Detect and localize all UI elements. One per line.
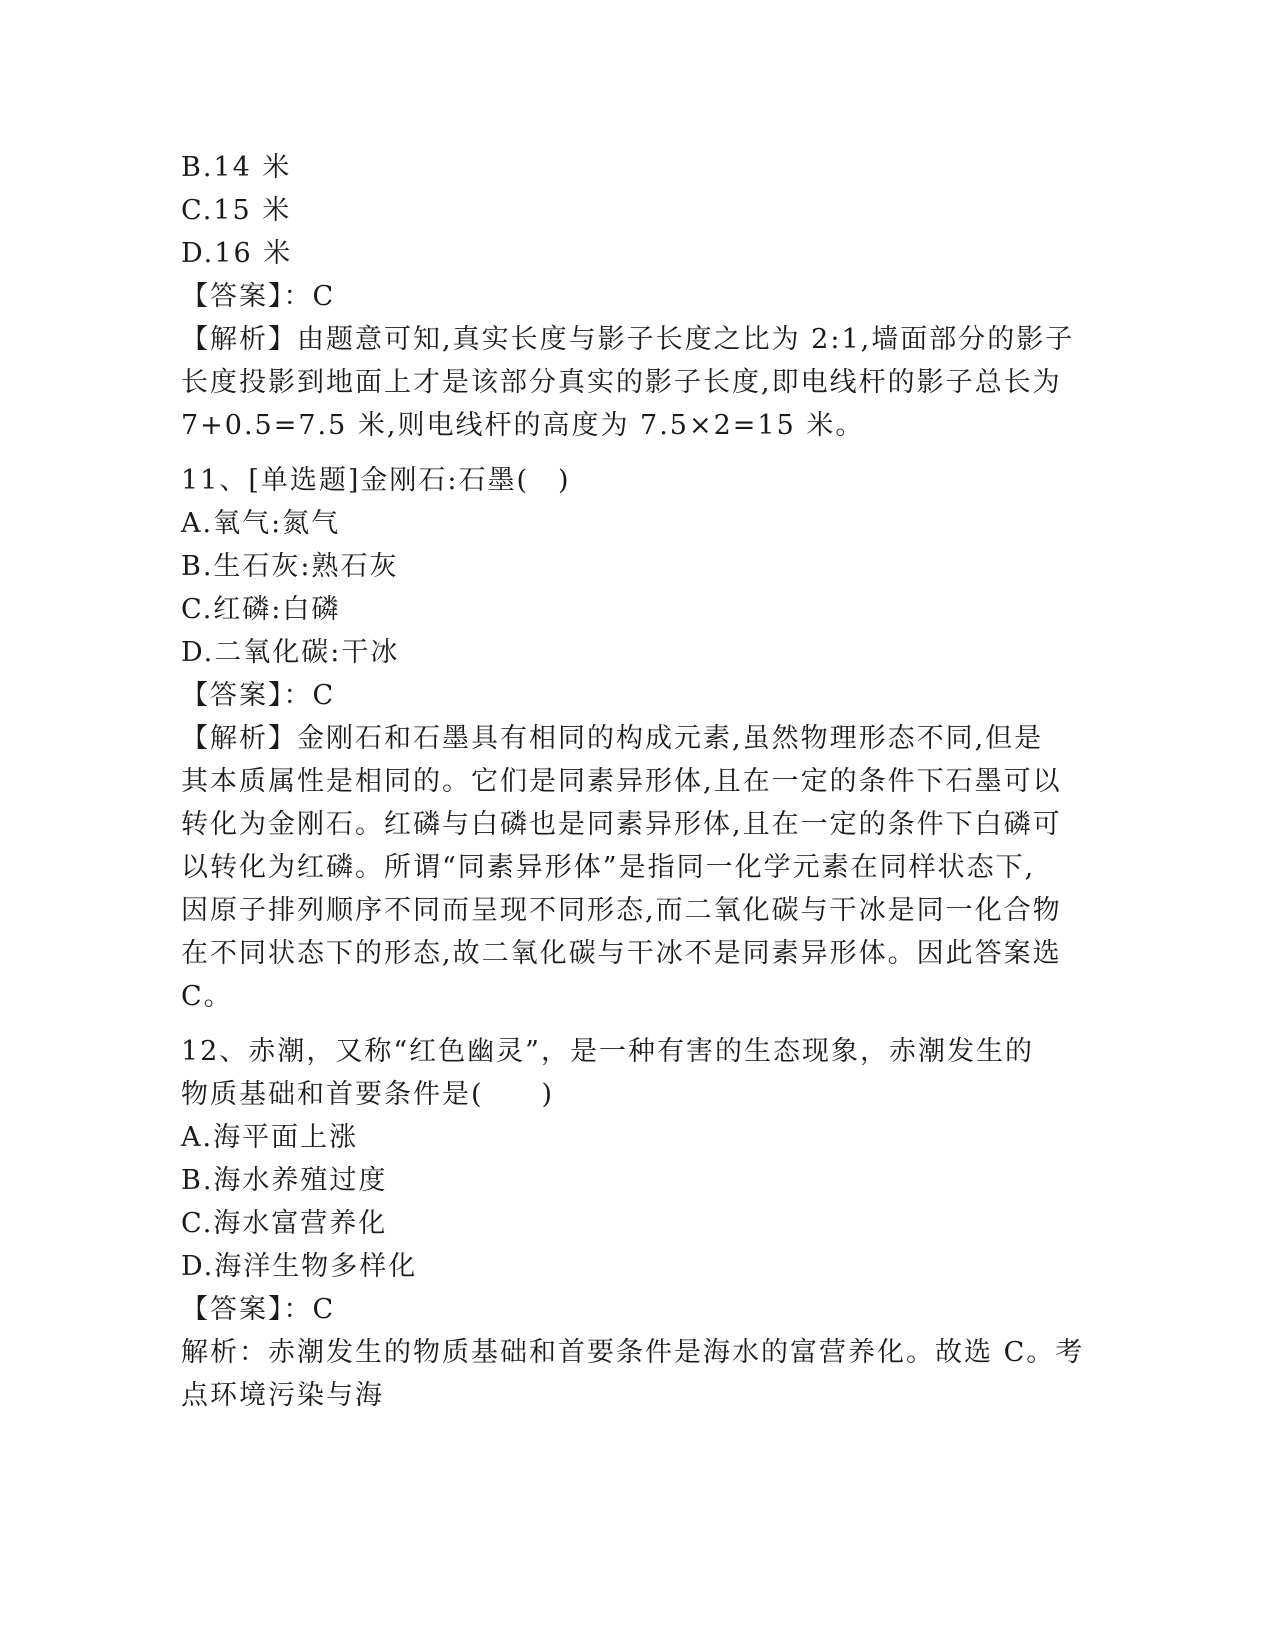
option-c: C.15 米	[181, 195, 292, 226]
analysis-line: 以转化为红磷。所谓“同素异形体”是指同一化学元素在同样状态下,	[181, 852, 1036, 883]
question-11	[181, 459, 1081, 1018]
analysis-line: 【解析】由题意可知,真实长度与影子长度之比为 2:1,墙面部分的影子	[181, 324, 1075, 355]
analysis-line: 长度投影到地面上才是该部分真实的影子长度,即电线杆的影子总长为	[181, 367, 1062, 398]
option-a: A.氧气:氮气	[181, 508, 341, 539]
answer: 【答案】：C	[181, 281, 336, 312]
analysis-line: C。	[181, 981, 233, 1012]
option-c: C.红磷:白磷	[181, 594, 341, 625]
option-d: D.海洋生物多样化	[181, 1251, 418, 1282]
analysis-line: 转化为金刚石。红磷与白磷也是同素异形体,且在一定的条件下白磷可	[181, 809, 1062, 840]
analysis-line: 解析：赤潮发生的物质基础和首要条件是海水的富营养化。故选 C。考	[181, 1337, 1085, 1368]
analysis-line: 【解析】金刚石和石墨具有相同的构成元素,虽然物理形态不同,但是	[181, 723, 1044, 754]
analysis-line: 7+0.5=7.5 米,则电线杆的高度为 7.5×2=15 米。	[181, 410, 865, 441]
answer: 【答案】：C	[181, 680, 336, 711]
analysis-line: 其本质属性是相同的。它们是同素异形体,且在一定的条件下石墨可以	[181, 766, 1062, 797]
question-12	[181, 1030, 1085, 1417]
option-a: A.海平面上涨	[181, 1122, 359, 1153]
analysis-line: 点环境污染与海	[181, 1380, 384, 1411]
analysis-line: 因原子排列顺序不同而呈现不同形态,而二氧化碳与干冰是同一化合物	[181, 895, 1062, 926]
option-b: B.生石灰:熟石灰	[181, 551, 399, 582]
analysis-line: 在不同状态下的形态,故二氧化碳与干冰不是同素异形体。因此答案选	[181, 938, 1062, 969]
answer: 【答案】：C	[181, 1294, 336, 1325]
document-page	[181, 146, 1085, 1417]
question-stem: 12、赤潮，又称“红色幽灵”，是一种有害的生态现象，赤潮发生的	[181, 1036, 1034, 1067]
question-stem: 11、[单选题]金刚石:石墨( )	[181, 465, 571, 496]
option-b: B.海水养殖过度	[181, 1165, 388, 1196]
option-c: C.海水富营养化	[181, 1208, 388, 1239]
question-stem: 物质基础和首要条件是( )	[181, 1079, 555, 1110]
option-d: D.二氧化碳:干冰	[181, 637, 400, 668]
option-d: D.16 米	[181, 238, 293, 269]
option-b: B.14 米	[181, 152, 292, 183]
question-10-tail	[181, 146, 1081, 447]
